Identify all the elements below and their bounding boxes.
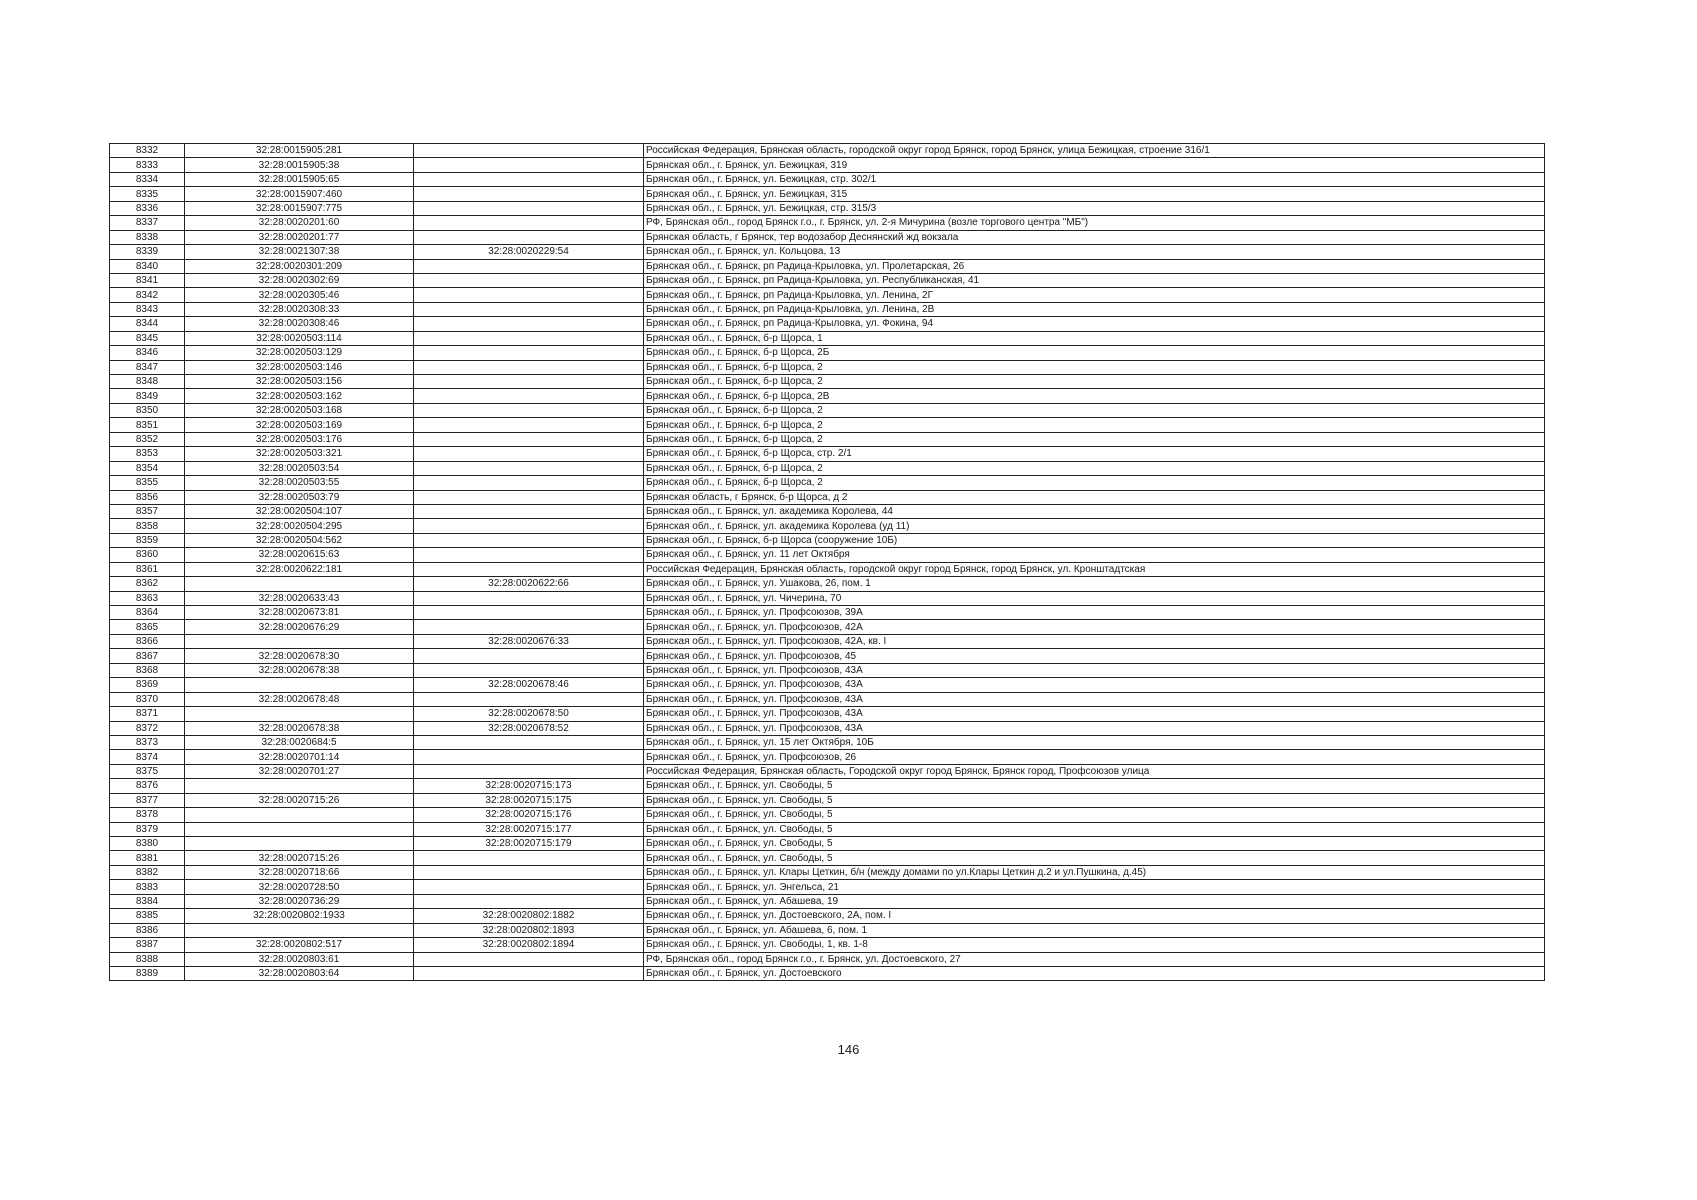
- table-row: [110, 764, 1545, 778]
- row-number-cell: 8386: [110, 923, 185, 937]
- address-cell: Брянская обл., г. Брянск, б-р Щорса, 2: [644, 418, 1545, 432]
- table-row: [110, 707, 1545, 721]
- row-number-cell: 8341: [110, 273, 185, 287]
- row-number-cell: 8380: [110, 837, 185, 851]
- table-row: [110, 432, 1545, 446]
- parent-cadastral-number-cell: [414, 663, 644, 677]
- cadastral-number-cell: 32:28:0020302:69: [185, 273, 414, 287]
- parent-cadastral-number-cell: 32:28:0020229:54: [414, 245, 644, 259]
- address-cell: Брянская обл., г. Брянск, б-р Щорса, 2В: [644, 389, 1545, 403]
- parent-cadastral-number-cell: [414, 302, 644, 316]
- parent-cadastral-number-cell: 32:28:0020678:46: [414, 678, 644, 692]
- address-cell: Брянская обл., г. Брянск, ул. Профсоюзов, 43А: [644, 692, 1545, 706]
- table-row: [110, 302, 1545, 316]
- parent-cadastral-number-cell: [414, 172, 644, 186]
- parent-cadastral-number-cell: [414, 403, 644, 417]
- parent-cadastral-number-cell: [414, 620, 644, 634]
- cadastral-number-cell: 32:28:0020803:64: [185, 966, 414, 980]
- row-number-cell: 8354: [110, 461, 185, 475]
- cadastral-number-cell: 32:28:0020728:50: [185, 880, 414, 894]
- cadastral-number-cell: 32:28:0015905:38: [185, 158, 414, 172]
- address-cell: Брянская обл., г. Брянск, ул. 11 лет Октября: [644, 548, 1545, 562]
- table-row: [110, 346, 1545, 360]
- address-cell: Брянская обл., г. Брянск, ул. Достоевского, 2А, пом. I: [644, 909, 1545, 923]
- cadastral-number-cell: [185, 779, 414, 793]
- table-row: [110, 779, 1545, 793]
- parent-cadastral-number-cell: [414, 692, 644, 706]
- row-number-cell: 8349: [110, 389, 185, 403]
- cadastral-number-cell: 32:28:0020301:209: [185, 259, 414, 273]
- row-number-cell: 8364: [110, 606, 185, 620]
- registry-table-body: [110, 144, 1545, 981]
- parent-cadastral-number-cell: 32:28:0020715:173: [414, 779, 644, 793]
- table-row: [110, 230, 1545, 244]
- row-number-cell: 8358: [110, 519, 185, 533]
- cadastral-number-cell: 32:28:0020673:81: [185, 606, 414, 620]
- cadastral-number-cell: 32:28:0021307:38: [185, 245, 414, 259]
- address-cell: Брянская обл., г. Брянск, ул. Профсоюзов, 39А: [644, 606, 1545, 620]
- row-number-cell: 8381: [110, 851, 185, 865]
- cadastral-number-cell: 32:28:0020676:29: [185, 620, 414, 634]
- table-row: [110, 533, 1545, 547]
- row-number-cell: 8368: [110, 663, 185, 677]
- table-row: [110, 577, 1545, 591]
- parent-cadastral-number-cell: 32:28:0020802:1893: [414, 923, 644, 937]
- parent-cadastral-number-cell: [414, 259, 644, 273]
- address-cell: Брянская обл., г. Брянск, рп Радица-Крыловка, ул. Пролетарская, 26: [644, 259, 1545, 273]
- row-number-cell: 8356: [110, 490, 185, 504]
- row-number-cell: 8332: [110, 144, 185, 158]
- row-number-cell: 8344: [110, 317, 185, 331]
- row-number-cell: 8343: [110, 302, 185, 316]
- row-number-cell: 8377: [110, 793, 185, 807]
- parent-cadastral-number-cell: [414, 562, 644, 576]
- address-cell: Брянская обл., г. Брянск, ул. академика Королева, 44: [644, 504, 1545, 518]
- parent-cadastral-number-cell: [414, 360, 644, 374]
- address-cell: Брянская обл., г. Брянск, ул. Клары Цеткин, б/н (между домами по ул.Клары Цеткин д.2 и ул.Пушкина, д.45): [644, 865, 1545, 879]
- parent-cadastral-number-cell: [414, 461, 644, 475]
- address-cell: Брянская обл., г. Брянск, ул. Бежицкая, стр. 302/1: [644, 172, 1545, 186]
- table-row: [110, 548, 1545, 562]
- parent-cadastral-number-cell: [414, 331, 644, 345]
- table-row: [110, 606, 1545, 620]
- address-cell: Брянская обл., г. Брянск, ул. Профсоюзов, 43А: [644, 707, 1545, 721]
- table-row: [110, 447, 1545, 461]
- parent-cadastral-number-cell: [414, 144, 644, 158]
- row-number-cell: 8385: [110, 909, 185, 923]
- address-cell: Брянская обл., г. Брянск, ул. Профсоюзов, 42А, кв. I: [644, 634, 1545, 648]
- parent-cadastral-number-cell: [414, 216, 644, 230]
- row-number-cell: 8382: [110, 865, 185, 879]
- address-cell: Брянская обл., г. Брянск, б-р Щорса, 2: [644, 476, 1545, 490]
- table-row: [110, 317, 1545, 331]
- table-row: [110, 620, 1545, 634]
- cadastral-number-cell: 32:28:0015905:65: [185, 172, 414, 186]
- cadastral-number-cell: 32:28:0020503:146: [185, 360, 414, 374]
- parent-cadastral-number-cell: [414, 317, 644, 331]
- row-number-cell: 8337: [110, 216, 185, 230]
- parent-cadastral-number-cell: [414, 851, 644, 865]
- table-row: [110, 952, 1545, 966]
- row-number-cell: 8360: [110, 548, 185, 562]
- parent-cadastral-number-cell: [414, 375, 644, 389]
- parent-cadastral-number-cell: [414, 952, 644, 966]
- row-number-cell: 8338: [110, 230, 185, 244]
- row-number-cell: 8369: [110, 678, 185, 692]
- table-row: [110, 360, 1545, 374]
- cadastral-number-cell: 32:28:0015905:281: [185, 144, 414, 158]
- address-cell: Брянская обл., г. Брянск, ул. Профсоюзов, 43А: [644, 663, 1545, 677]
- address-cell: Брянская область, г Брянск, тер водозабор Деснянский жд вокзала: [644, 230, 1545, 244]
- table-row: [110, 259, 1545, 273]
- row-number-cell: 8389: [110, 966, 185, 980]
- parent-cadastral-number-cell: [414, 519, 644, 533]
- row-number-cell: 8374: [110, 750, 185, 764]
- address-cell: Брянская обл., г. Брянск, ул. Бежицкая, 319: [644, 158, 1545, 172]
- parent-cadastral-number-cell: [414, 865, 644, 879]
- cadastral-number-cell: [185, 577, 414, 591]
- row-number-cell: 8362: [110, 577, 185, 591]
- cadastral-number-cell: 32:28:0020622:181: [185, 562, 414, 576]
- property-registry-table: [109, 143, 1545, 981]
- cadastral-number-cell: 32:28:0020503:129: [185, 346, 414, 360]
- parent-cadastral-number-cell: [414, 649, 644, 663]
- row-number-cell: 8367: [110, 649, 185, 663]
- row-number-cell: 8355: [110, 476, 185, 490]
- row-number-cell: 8339: [110, 245, 185, 259]
- cadastral-number-cell: [185, 707, 414, 721]
- row-number-cell: 8365: [110, 620, 185, 634]
- address-cell: Брянская обл., г. Брянск, б-р Щорса (сооружение 10Б): [644, 533, 1545, 547]
- cadastral-number-cell: 32:28:0020305:46: [185, 288, 414, 302]
- table-row: [110, 837, 1545, 851]
- row-number-cell: 8351: [110, 418, 185, 432]
- parent-cadastral-number-cell: [414, 490, 644, 504]
- address-cell: Брянская обл., г. Брянск, ул. 15 лет Октября, 10Б: [644, 735, 1545, 749]
- row-number-cell: 8371: [110, 707, 185, 721]
- address-cell: Брянская область, г Брянск, б-р Щорса, д 2: [644, 490, 1545, 504]
- cadastral-number-cell: 32:28:0020715:26: [185, 793, 414, 807]
- address-cell: Брянская обл., г. Брянск, б-р Щорса, 2: [644, 360, 1545, 374]
- table-row: [110, 187, 1545, 201]
- parent-cadastral-number-cell: [414, 764, 644, 778]
- table-row: [110, 490, 1545, 504]
- row-number-cell: 8347: [110, 360, 185, 374]
- parent-cadastral-number-cell: [414, 418, 644, 432]
- table-row: [110, 288, 1545, 302]
- address-cell: Брянская обл., г. Брянск, рп Радица-Крыловка, ул. Ленина, 2Г: [644, 288, 1545, 302]
- address-cell: Брянская обл., г. Брянск, ул. Свободы, 5: [644, 851, 1545, 865]
- table-row: [110, 923, 1545, 937]
- row-number-cell: 8359: [110, 533, 185, 547]
- table-row: [110, 216, 1545, 230]
- address-cell: Брянская обл., г. Брянск, ул. Профсоюзов, 43А: [644, 678, 1545, 692]
- row-number-cell: 8352: [110, 432, 185, 446]
- cadastral-number-cell: 32:28:0020308:33: [185, 302, 414, 316]
- parent-cadastral-number-cell: [414, 591, 644, 605]
- address-cell: Брянская обл., г. Брянск, б-р Щорса, 2Б: [644, 346, 1545, 360]
- address-cell: Брянская обл., г. Брянск, ул. Абашева, 6, пом. 1: [644, 923, 1545, 937]
- parent-cadastral-number-cell: [414, 606, 644, 620]
- address-cell: РФ, Брянская обл., город Брянск г.о., г. Брянск, ул. Достоевского, 27: [644, 952, 1545, 966]
- row-number-cell: 8336: [110, 201, 185, 215]
- address-cell: Брянская обл., г. Брянск, рп Радица-Крыловка, ул. Республиканская, 41: [644, 273, 1545, 287]
- table-row: [110, 504, 1545, 518]
- row-number-cell: 8378: [110, 808, 185, 822]
- address-cell: РФ, Брянская обл., город Брянск г.о., г. Брянск, ул. 2-я Мичурина (возле торгового центра "МБ"): [644, 216, 1545, 230]
- cadastral-number-cell: [185, 822, 414, 836]
- address-cell: Брянская обл., г. Брянск, ул. Профсоюзов, 43А: [644, 721, 1545, 735]
- cadastral-number-cell: 32:28:0020802:1933: [185, 909, 414, 923]
- parent-cadastral-number-cell: 32:28:0020676:33: [414, 634, 644, 648]
- address-cell: Брянская обл., г. Брянск, ул. Ушакова, 26, пом. 1: [644, 577, 1545, 591]
- cadastral-number-cell: 32:28:0020503:162: [185, 389, 414, 403]
- cadastral-number-cell: 32:28:0020503:54: [185, 461, 414, 475]
- address-cell: Брянская обл., г. Брянск, б-р Щорса, стр. 2/1: [644, 447, 1545, 461]
- table-row: [110, 851, 1545, 865]
- address-cell: Брянская обл., г. Брянск, ул. Свободы, 5: [644, 808, 1545, 822]
- cadastral-number-cell: 32:28:0020503:79: [185, 490, 414, 504]
- table-row: [110, 403, 1545, 417]
- address-cell: Брянская обл., г. Брянск, ул. Энгельса, 21: [644, 880, 1545, 894]
- address-cell: Российская Федерация, Брянская область, Городской округ город Брянск, Брянск город, Профсоюзов улица: [644, 764, 1545, 778]
- address-cell: Российская Федерация, Брянская область, городской округ город Брянск, город Брянск, ул. Кронштадтская: [644, 562, 1545, 576]
- cadastral-number-cell: 32:28:0020701:27: [185, 764, 414, 778]
- row-number-cell: 8348: [110, 375, 185, 389]
- cadastral-number-cell: [185, 678, 414, 692]
- parent-cadastral-number-cell: [414, 966, 644, 980]
- address-cell: Брянская обл., г. Брянск, ул. Профсоюзов, 45: [644, 649, 1545, 663]
- parent-cadastral-number-cell: [414, 288, 644, 302]
- cadastral-number-cell: 32:28:0020615:63: [185, 548, 414, 562]
- parent-cadastral-number-cell: [414, 158, 644, 172]
- cadastral-number-cell: 32:28:0020503:156: [185, 375, 414, 389]
- table-row: [110, 158, 1545, 172]
- cadastral-number-cell: 32:28:0020678:48: [185, 692, 414, 706]
- cadastral-number-cell: 32:28:0020684:5: [185, 735, 414, 749]
- cadastral-number-cell: 32:28:0020504:295: [185, 519, 414, 533]
- row-number-cell: 8372: [110, 721, 185, 735]
- address-cell: Брянская обл., г. Брянск, ул. Бежицкая, 315: [644, 187, 1545, 201]
- cadastral-number-cell: 32:28:0020678:30: [185, 649, 414, 663]
- table-row: [110, 273, 1545, 287]
- row-number-cell: 8353: [110, 447, 185, 461]
- parent-cadastral-number-cell: [414, 880, 644, 894]
- cadastral-number-cell: 32:28:0020701:14: [185, 750, 414, 764]
- table-row: [110, 909, 1545, 923]
- cadastral-number-cell: 32:28:0020678:38: [185, 721, 414, 735]
- address-cell: Брянская обл., г. Брянск, ул. Профсоюзов, 42А: [644, 620, 1545, 634]
- row-number-cell: 8361: [110, 562, 185, 576]
- table-row: [110, 634, 1545, 648]
- parent-cadastral-number-cell: [414, 476, 644, 490]
- row-number-cell: 8335: [110, 187, 185, 201]
- table-row: [110, 663, 1545, 677]
- parent-cadastral-number-cell: [414, 447, 644, 461]
- table-row: [110, 519, 1545, 533]
- parent-cadastral-number-cell: [414, 735, 644, 749]
- parent-cadastral-number-cell: [414, 230, 644, 244]
- cadastral-number-cell: 32:28:0015907:460: [185, 187, 414, 201]
- table-row: [110, 144, 1545, 158]
- address-cell: Брянская обл., г. Брянск, б-р Щорса, 2: [644, 375, 1545, 389]
- address-cell: Брянская обл., г. Брянск, ул. Свободы, 5: [644, 779, 1545, 793]
- parent-cadastral-number-cell: 32:28:0020802:1882: [414, 909, 644, 923]
- parent-cadastral-number-cell: 32:28:0020715:176: [414, 808, 644, 822]
- row-number-cell: 8345: [110, 331, 185, 345]
- table-row: [110, 201, 1545, 215]
- parent-cadastral-number-cell: [414, 548, 644, 562]
- cadastral-number-cell: 32:28:0020633:43: [185, 591, 414, 605]
- parent-cadastral-number-cell: 32:28:0020715:179: [414, 837, 644, 851]
- table-row: [110, 793, 1545, 807]
- table-row: [110, 822, 1545, 836]
- address-cell: Брянская обл., г. Брянск, ул. Достоевского: [644, 966, 1545, 980]
- table-row: [110, 649, 1545, 663]
- table-row: [110, 750, 1545, 764]
- table-row: [110, 476, 1545, 490]
- address-cell: Брянская обл., г. Брянск, ул. Свободы, 5: [644, 793, 1545, 807]
- row-number-cell: 8375: [110, 764, 185, 778]
- cadastral-number-cell: 32:28:0015907:775: [185, 201, 414, 215]
- cadastral-number-cell: 32:28:0020715:26: [185, 851, 414, 865]
- parent-cadastral-number-cell: [414, 432, 644, 446]
- parent-cadastral-number-cell: 32:28:0020715:177: [414, 822, 644, 836]
- cadastral-number-cell: 32:28:0020503:176: [185, 432, 414, 446]
- table-row: [110, 880, 1545, 894]
- parent-cadastral-number-cell: [414, 504, 644, 518]
- table-row: [110, 938, 1545, 952]
- address-cell: Брянская обл., г. Брянск, ул. Абашева, 19: [644, 894, 1545, 908]
- table-row: [110, 678, 1545, 692]
- row-number-cell: 8370: [110, 692, 185, 706]
- address-cell: Брянская обл., г. Брянск, ул. Кольцова, 13: [644, 245, 1545, 259]
- parent-cadastral-number-cell: [414, 346, 644, 360]
- row-number-cell: 8388: [110, 952, 185, 966]
- table-row: [110, 418, 1545, 432]
- cadastral-number-cell: 32:28:0020678:38: [185, 663, 414, 677]
- cadastral-number-cell: [185, 634, 414, 648]
- cadastral-number-cell: 32:28:0020503:168: [185, 403, 414, 417]
- parent-cadastral-number-cell: [414, 201, 644, 215]
- cadastral-number-cell: 32:28:0020201:77: [185, 230, 414, 244]
- row-number-cell: 8350: [110, 403, 185, 417]
- cadastral-number-cell: 32:28:0020504:107: [185, 504, 414, 518]
- parent-cadastral-number-cell: [414, 187, 644, 201]
- address-cell: Брянская обл., г. Брянск, рп Радица-Крыловка, ул. Ленина, 2В: [644, 302, 1545, 316]
- row-number-cell: 8366: [110, 634, 185, 648]
- table-row: [110, 245, 1545, 259]
- table-row: [110, 721, 1545, 735]
- parent-cadastral-number-cell: [414, 750, 644, 764]
- address-cell: Брянская обл., г. Брянск, ул. Бежицкая, стр. 315/3: [644, 201, 1545, 215]
- address-cell: Брянская обл., г. Брянск, б-р Щорса, 2: [644, 432, 1545, 446]
- cadastral-number-cell: 32:28:0020736:29: [185, 894, 414, 908]
- address-cell: Брянская обл., г. Брянск, ул. Чичерина, 70: [644, 591, 1545, 605]
- cadastral-number-cell: [185, 923, 414, 937]
- address-cell: Брянская обл., г. Брянск, ул. Профсоюзов, 26: [644, 750, 1545, 764]
- table-row: [110, 966, 1545, 980]
- cadastral-number-cell: 32:28:0020718:66: [185, 865, 414, 879]
- parent-cadastral-number-cell: 32:28:0020678:50: [414, 707, 644, 721]
- page-number: 146: [837, 1042, 860, 1057]
- address-cell: Брянская обл., г. Брянск, рп Радица-Крыловка, ул. Фокина, 94: [644, 317, 1545, 331]
- cadastral-number-cell: [185, 837, 414, 851]
- parent-cadastral-number-cell: [414, 533, 644, 547]
- address-cell: Брянская обл., г. Брянск, ул. Свободы, 5: [644, 837, 1545, 851]
- address-cell: Брянская обл., г. Брянск, б-р Щорса, 2: [644, 403, 1545, 417]
- row-number-cell: 8363: [110, 591, 185, 605]
- cadastral-number-cell: [185, 808, 414, 822]
- parent-cadastral-number-cell: [414, 273, 644, 287]
- parent-cadastral-number-cell: 32:28:0020715:175: [414, 793, 644, 807]
- table-row: [110, 591, 1545, 605]
- row-number-cell: 8333: [110, 158, 185, 172]
- parent-cadastral-number-cell: 32:28:0020622:66: [414, 577, 644, 591]
- row-number-cell: 8342: [110, 288, 185, 302]
- row-number-cell: 8379: [110, 822, 185, 836]
- cadastral-number-cell: 32:28:0020308:46: [185, 317, 414, 331]
- cadastral-number-cell: 32:28:0020802:517: [185, 938, 414, 952]
- cadastral-number-cell: 32:28:0020803:61: [185, 952, 414, 966]
- parent-cadastral-number-cell: 32:28:0020678:52: [414, 721, 644, 735]
- cadastral-number-cell: 32:28:0020503:114: [185, 331, 414, 345]
- parent-cadastral-number-cell: 32:28:0020802:1894: [414, 938, 644, 952]
- row-number-cell: 8383: [110, 880, 185, 894]
- address-cell: Брянская обл., г. Брянск, б-р Щорса, 1: [644, 331, 1545, 345]
- cadastral-number-cell: 32:28:0020503:169: [185, 418, 414, 432]
- table-row: [110, 735, 1545, 749]
- row-number-cell: 8373: [110, 735, 185, 749]
- row-number-cell: 8376: [110, 779, 185, 793]
- parent-cadastral-number-cell: [414, 389, 644, 403]
- row-number-cell: 8340: [110, 259, 185, 273]
- row-number-cell: 8387: [110, 938, 185, 952]
- cadastral-number-cell: 32:28:0020504:562: [185, 533, 414, 547]
- table-row: [110, 865, 1545, 879]
- table-row: [110, 172, 1545, 186]
- table-row: [110, 808, 1545, 822]
- address-cell: Брянская обл., г. Брянск, ул. Свободы, 5: [644, 822, 1545, 836]
- cadastral-number-cell: 32:28:0020503:55: [185, 476, 414, 490]
- table-row: [110, 331, 1545, 345]
- parent-cadastral-number-cell: [414, 894, 644, 908]
- table-row: [110, 389, 1545, 403]
- address-cell: Брянская обл., г. Брянск, б-р Щорса, 2: [644, 461, 1545, 475]
- table-row: [110, 375, 1545, 389]
- table-row: [110, 894, 1545, 908]
- address-cell: Российская Федерация, Брянская область, городской округ город Брянск, город Брянск, улица Бежицкая, строение 316/1: [644, 144, 1545, 158]
- row-number-cell: 8346: [110, 346, 185, 360]
- row-number-cell: 8357: [110, 504, 185, 518]
- table-row: [110, 461, 1545, 475]
- table-row: [110, 692, 1545, 706]
- table-row: [110, 562, 1545, 576]
- row-number-cell: 8384: [110, 894, 185, 908]
- row-number-cell: 8334: [110, 172, 185, 186]
- cadastral-number-cell: 32:28:0020201:60: [185, 216, 414, 230]
- address-cell: Брянская обл., г. Брянск, ул. академика Королева (уд 11): [644, 519, 1545, 533]
- cadastral-number-cell: 32:28:0020503:321: [185, 447, 414, 461]
- address-cell: Брянская обл., г. Брянск, ул. Свободы, 1, кв. 1-8: [644, 938, 1545, 952]
